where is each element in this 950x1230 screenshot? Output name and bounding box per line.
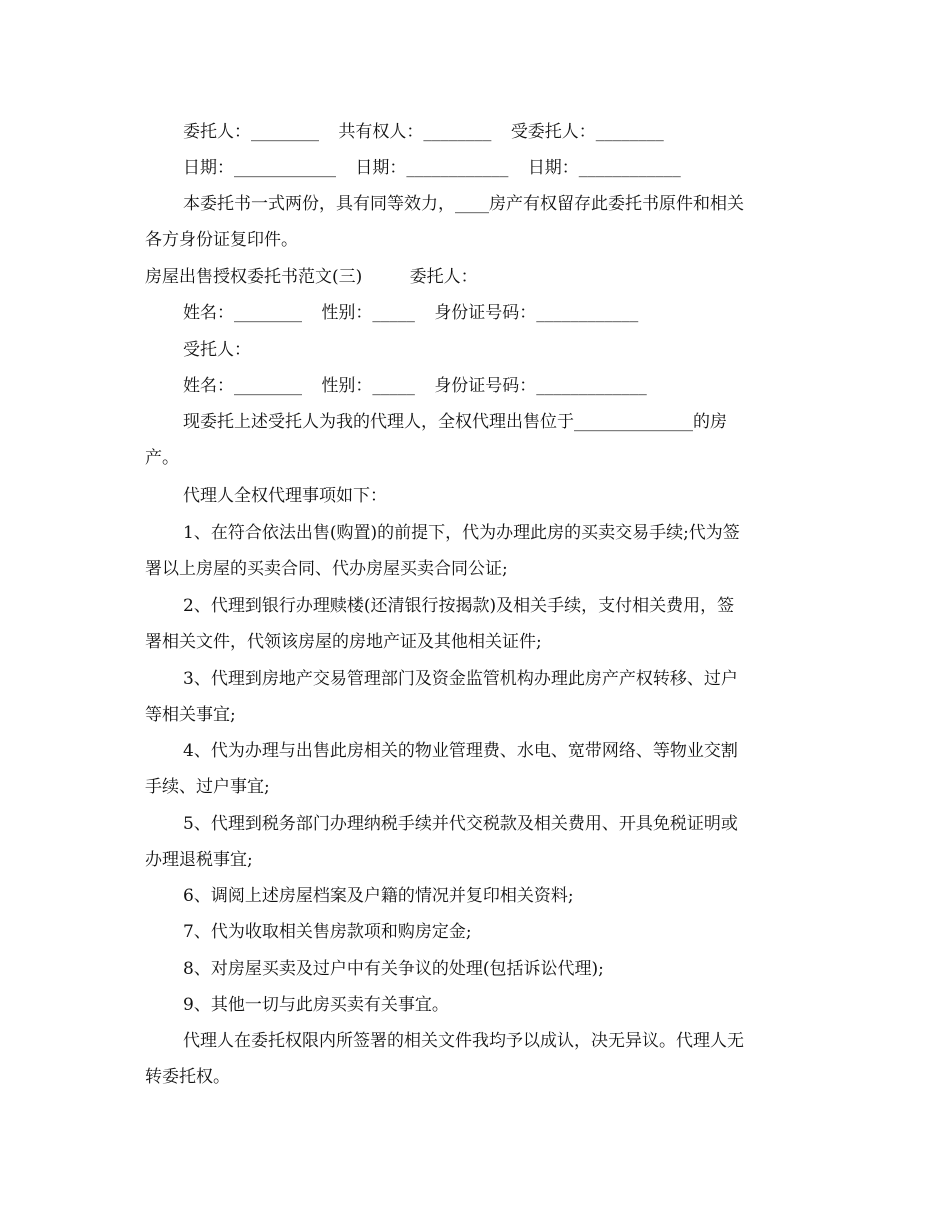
agent-info xyxy=(183,376,803,396)
entrust-statement-line-1: 现委托上述受托人为我的代理人，全权代理出售位于______________的房 xyxy=(183,412,727,432)
item-4-line-2: 手续、过户事宜; xyxy=(145,777,270,797)
signature-row-names xyxy=(183,122,803,142)
principal-gender-field: 性别：_____ xyxy=(321,303,415,323)
items-intro: 代理人全权代理事项如下： xyxy=(183,486,387,506)
agent-gender-field: 性别：_____ xyxy=(321,376,415,396)
principal-signature: 委托人：________ xyxy=(183,122,319,142)
co-owner-date: 日期：____________ xyxy=(355,158,509,178)
item-1-line-2: 署以上房屋的买卖合同、代办房屋买卖合同公证; xyxy=(145,559,508,579)
item-2-line-2: 署相关文件，代领该房屋的房地产证及其他相关证件; xyxy=(145,632,542,652)
item-7: 7、代为收取相关售房款项和购房定金; xyxy=(183,922,472,942)
item-5-line-2: 办理退税事宜; xyxy=(145,850,253,870)
entrust-statement-line-2: 产。 xyxy=(145,448,179,468)
section-title: 房屋出售授权委托书范文(三) xyxy=(145,267,363,287)
principal-id-field: 身份证号码：____________ xyxy=(434,303,639,323)
principal-name-field: 姓名：________ xyxy=(183,303,302,323)
principal-date: 日期：____________ xyxy=(183,158,336,178)
co-owner-signature: 共有权人：________ xyxy=(338,122,492,142)
closing-line-2: 转委托权。 xyxy=(145,1067,230,1087)
principal-label: 委托人： xyxy=(409,267,478,287)
item-3-line-1: 3、代理到房地产交易管理部门及资金监管机构办理此房产产权转移、过户 xyxy=(183,669,738,689)
copies-note-line-1: 本委托书一式两份，具有同等效力，____房产有权留存此委托书原件和相关 xyxy=(183,194,744,214)
copies-note-line-2: 各方身份证复印件。 xyxy=(145,230,298,250)
section-heading xyxy=(145,267,805,287)
item-9: 9、其他一切与此房买卖有关事宜。 xyxy=(183,995,449,1015)
principal-info xyxy=(183,303,803,323)
item-1-line-1: 1、在符合依法出售(购置)的前提下，代为办理此房的买卖交易手续;代为签 xyxy=(183,523,740,543)
item-8: 8、对房屋买卖及过户中有关争议的处理(包括诉讼代理); xyxy=(183,959,604,979)
agent-name-field: 姓名：________ xyxy=(183,376,302,396)
item-4-line-1: 4、代为办理与出售此房相关的物业管理费、水电、宽带网络、等物业交割 xyxy=(183,741,738,761)
closing-line-1: 代理人在委托权限内所签署的相关文件我均予以成认，决无异议。代理人无 xyxy=(183,1031,744,1051)
item-6: 6、调阅上述房屋档案及户籍的情况并复印相关资料; xyxy=(183,886,574,906)
signature-row-dates xyxy=(183,158,803,178)
agent-id-field: 身份证号码：_____________ xyxy=(434,376,647,396)
item-5-line-1: 5、代理到税务部门办理纳税手续并代交税款及相关费用、开具免税证明或 xyxy=(183,814,738,834)
item-3-line-2: 等相关事宜; xyxy=(145,705,236,725)
item-2-line-1: 2、代理到银行办理赎楼(还清银行按揭款)及相关手续，支付相关费用，签 xyxy=(183,596,735,616)
agent-signature: 受委托人：________ xyxy=(510,122,664,142)
agent-date: 日期：____________ xyxy=(527,158,681,178)
agent-label: 受托人： xyxy=(183,340,251,360)
